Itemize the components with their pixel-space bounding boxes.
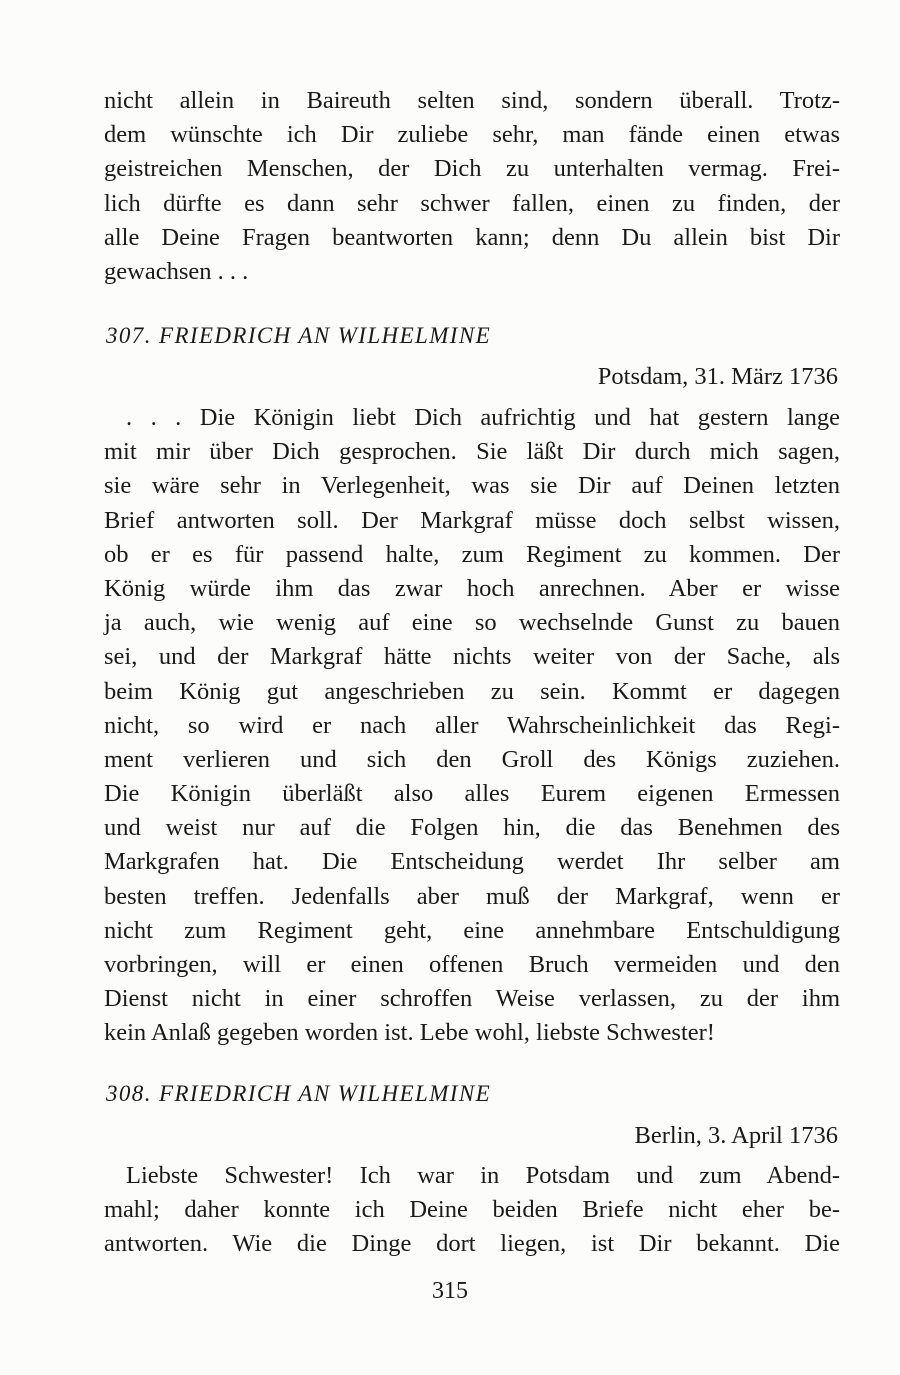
text-line: gewachsen . . . bbox=[104, 257, 249, 285]
text-line: ja auch, wie wenig auf eine so wechselnde Gunst zu bauen bbox=[104, 609, 840, 637]
text-line: ob er es für passend halte, zum Regiment zu kommen. Der bbox=[104, 540, 840, 568]
text-line: Markgrafen hat. Die Entscheidung werdet Ihr selber am bbox=[104, 848, 840, 876]
text-line: beim König gut angeschrieben zu sein. Kommt er dagegen bbox=[104, 677, 840, 705]
text-line: nicht zum Regiment geht, eine annehmbare Entschuldigung bbox=[104, 916, 840, 944]
letter-body-307 bbox=[104, 401, 840, 1051]
text-line: lich dürfte es dann sehr schwer fallen, einen zu finden, der bbox=[104, 189, 840, 217]
text-line: besten treffen. Jedenfalls aber muß der Markgraf, wenn er bbox=[104, 882, 840, 910]
text-line: Dienst nicht in einer schroffen Weise verlassen, zu der ihm bbox=[104, 985, 840, 1013]
text-line: mit mir über Dich gesprochen. Sie läßt Dir durch mich sagen, bbox=[104, 438, 840, 466]
text-line: Brief antworten soll. Der Markgraf müsse doch selbst wissen, bbox=[104, 506, 840, 534]
text-line: nicht, so wird er nach aller Wahrscheinlichkeit das Regi- bbox=[104, 711, 840, 739]
text-line: nicht allein in Baireuth selten sind, sondern überall. Trotz- bbox=[104, 87, 840, 114]
text-line: Die Königin überläßt also alles Eurem eigenen Ermessen bbox=[104, 780, 840, 808]
text-line: Liebste Schwester! Ich war in Potsdam und zum Abend- bbox=[126, 1162, 840, 1189]
text-line: . . . Die Königin liebt Dich aufrichtig und hat gestern lange bbox=[126, 404, 840, 431]
text-line: ment verlieren und sich den Groll des Königs zuziehen. bbox=[104, 745, 840, 773]
text-line: sie wäre sehr in Verlegenheit, was sie Dir auf Deinen letzten bbox=[104, 472, 840, 500]
text-line: kein Anlaß gegeben worden ist. Lebe wohl, liebste Schwester! bbox=[104, 1019, 715, 1047]
letter-body-308 bbox=[104, 1159, 840, 1262]
text-line: vorbringen, will er einen offenen Bruch vermeiden und den bbox=[104, 951, 840, 978]
text-line: König würde ihm das zwar hoch anrechnen. Aber er wisse bbox=[104, 574, 840, 602]
letter-heading-308: 308. FRIEDRICH AN WILHELMINE bbox=[106, 1081, 492, 1106]
text-line: sei, und der Markgraf hätte nichts weiter von der Sache, als bbox=[104, 643, 840, 671]
text-line: mahl; daher konnte ich Deine beiden Briefe nicht eher be- bbox=[104, 1196, 840, 1224]
text-line: antworten. Wie die Dinge dort liegen, ist Dir bekannt. Die bbox=[104, 1230, 840, 1258]
text-line: geistreichen Menschen, der Dich zu unterhalten vermag. Frei- bbox=[104, 155, 840, 183]
letter-dateline-308: Berlin, 3. April 1736 bbox=[634, 1122, 838, 1149]
text-line: und weist nur auf die Folgen hin, die das Benehmen des bbox=[104, 814, 840, 842]
page-number: 315 bbox=[432, 1278, 468, 1304]
intro-paragraph bbox=[104, 84, 840, 289]
text-line: dem wünschte ich Dir zuliebe sehr, man fände einen etwas bbox=[104, 121, 840, 149]
letter-heading-307: 307. FRIEDRICH AN WILHELMINE bbox=[106, 323, 492, 348]
text-line: alle Deine Fragen beantworten kann; denn Du allein bist Dir bbox=[104, 223, 840, 251]
letter-dateline-307: Potsdam, 31. März 1736 bbox=[597, 363, 838, 390]
